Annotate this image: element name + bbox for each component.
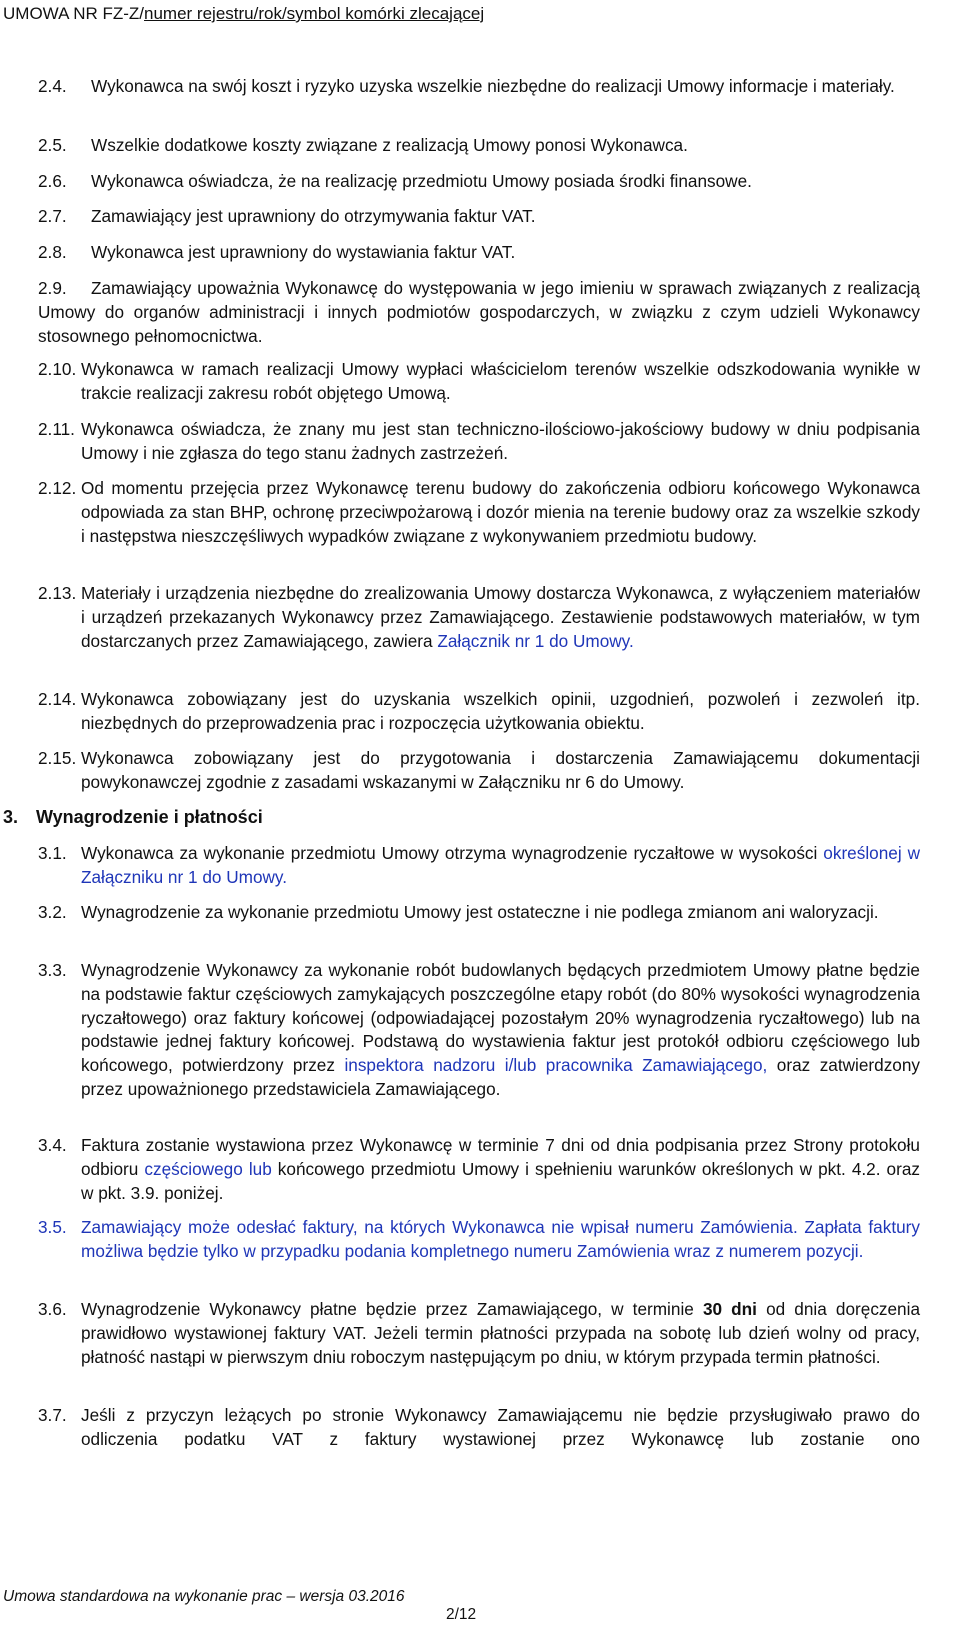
clause-number: 2.15. <box>38 748 77 768</box>
clause-number: 2.12. <box>38 478 77 498</box>
footer-page-number: 2/12 <box>446 1606 477 1623</box>
clause-number: 3.6. <box>38 1299 67 1319</box>
clause-2-15 <box>38 747 920 795</box>
clause-2-10 <box>38 358 920 406</box>
clause-text-end: oraz zatwierdzony przez upoważnionego przedstawiciela Zamawiającego. <box>81 1055 921 1099</box>
clause-text-main: Materiały i urządzenia niezbędne do zrealizowania Umowy dostarcza Wykonawca, z wyłączeniem materiałów i urządzeń przekazanych Wykonawcy przez Zamawiającego. Zestawienie podstawowych materiałów, w tym dostarczanych przez Zamawiającego, zawiera <box>81 583 920 651</box>
clause-3-6 <box>38 1298 920 1369</box>
clause-2-12 <box>38 477 920 548</box>
clause-text <box>81 1134 920 1205</box>
section-3-heading <box>3 805 263 829</box>
clause-text <box>81 1298 920 1369</box>
attachment-reference: określonej w Załączniku nr 1 do Umowy. <box>81 843 920 887</box>
footer-document-version: Umowa standardowa na wykonanie prac – wersja 03.2016 <box>3 1588 405 1605</box>
clause-2-4 <box>38 75 920 99</box>
clause-3-5 <box>38 1216 920 1264</box>
clause-number: 2.13. <box>38 583 77 603</box>
clause-text: Wykonawca jest uprawniony do wystawiania faktur VAT. <box>91 242 516 262</box>
clause-text <box>81 582 920 653</box>
clause-number: 2.4. <box>38 76 67 96</box>
payment-term: 30 dni <box>702 1299 757 1319</box>
clause-text: Wykonawca oświadcza, że na realizację przedmiotu Umowy posiada środki finansowe. <box>91 171 752 191</box>
clause-number: 2.11. <box>38 419 75 439</box>
clause-text-main: Faktura zostanie wystawiona przez Wykonawcę w terminie 7 dni od dnia podpisania przez Strony protokołu odbioru <box>81 1135 920 1179</box>
clause-3-7 <box>38 1404 920 1452</box>
clause-text: Jeśli z przyczyn leżących po stronie Wykonawcy Zamawiającemu nie będzie przysługiwało prawo do odliczenia podatku VAT z faktury wystawionej przez Wykonawcę lub zostanie ono <box>81 1405 920 1449</box>
clause-text-end: końcowego przedmiotu Umowy i spełnieniu warunków określonych w pkt. 4.2. oraz w pkt. 3.9. poniżej. <box>81 1158 920 1203</box>
clause-text: Wykonawca na swój koszt i ryzyko uzyska wszelkie niezbędne do realizacji Umowy informacje i materiały. <box>91 76 895 96</box>
clause-number: 2.7. <box>38 206 67 226</box>
header-register-placeholder: numer rejestru/rok/symbol komórki zlecającej <box>144 4 485 23</box>
clause-number: 3.4. <box>38 1135 67 1155</box>
clause-text: Wykonawca w ramach realizacji Umowy wypłaci właścicielom terenów wszelkie odszkodowania wynikłe w trakcie realizacji zakresu robót objętego Umową. <box>81 359 920 403</box>
clause-2-13 <box>38 582 920 653</box>
clause-number: 2.9. <box>38 278 67 298</box>
section-number: 3. <box>3 807 19 827</box>
clause-text: Wykonawca zobowiązany jest do przygotowania i dostarczenia Zamawiającemu dokumentacji powykonawczej zgodnie z zasadami wskazanymi w Załączniku nr 6 do Umowy. <box>81 748 920 792</box>
clause-text: Zamawiający może odesłać faktury, na których Wykonawca nie wpisał numeru Zamówienia. Zapłata faktury możliwa będzie tylko w przypadku podania kompletnego numeru Zamówienia wraz z numerem pozycji. <box>81 1217 920 1261</box>
clause-number: 2.5. <box>38 135 67 155</box>
clause-text: Zamawiający upoważnia Wykonawcę do występowania w jego imieniu w sprawach związanych z realizacją Umowy do organów administracji i innych podmiotów gospodarczych, w związku z czym udzieli Wykonawcy stosownego pełnomocnictwa. <box>38 278 920 346</box>
clause-3-2 <box>38 901 920 925</box>
clause-text <box>81 959 920 1102</box>
clause-text <box>81 842 920 890</box>
attachment-reference: Załącznik nr 1 do Umowy. <box>437 630 634 651</box>
clause-3-4 <box>38 1134 920 1205</box>
clause-2-7 <box>38 205 920 229</box>
clause-text-end: od dnia doręczenia prawidłowo wystawionej faktury VAT. Jeżeli termin płatności przypada na sobotę lub dzień wolny od pracy, płatność nastąpi w pierwszym dniu roboczym następującym po dniu, w którym przypada termin płatności. <box>81 1299 920 1367</box>
clause-2-14 <box>38 688 920 736</box>
clause-text: Zamawiający jest uprawniony do otrzymywania faktur VAT. <box>91 206 536 226</box>
partial-reference: częściowego lub <box>144 1158 272 1179</box>
clause-text: Wynagrodzenie za wykonanie przedmiotu Umowy jest ostateczne i nie podlega zmianom ani waloryzacji. <box>81 902 879 922</box>
clause-2-5 <box>38 134 920 158</box>
clause-number: 2.8. <box>38 242 67 262</box>
clause-text: Wykonawca zobowiązany jest do uzyskania wszelkich opinii, uzgodnień, pozwoleń i zezwoleń itp. niezbędnych do przeprowadzenia prac i rozpoczęcia użytkowania obiektu. <box>81 689 920 733</box>
clause-2-9 <box>38 277 920 348</box>
clause-number: 2.10. <box>38 359 77 379</box>
clause-3-1 <box>38 842 920 890</box>
clause-text: Od momentu przejęcia przez Wykonawcę terenu budowy do zakończenia odbioru końcowego Wykonawca odpowiada za stan BHP, ochronę przeciwpożarową i dozór mienia na terenie budowy oraz za wszelkie szkody i następstwa nieszczęśliwych wypadków związane z wykonywaniem przedmiotu budowy. <box>81 478 920 546</box>
clause-number: 3.2. <box>38 902 67 922</box>
clause-number: 3.7. <box>38 1405 67 1425</box>
header-contract-number: UMOWA NR FZ-Z/ <box>3 4 145 23</box>
clause-text: Wszelkie dodatkowe koszty związane z realizacją Umowy ponosi Wykonawca. <box>91 135 688 155</box>
clause-text: Wykonawca oświadcza, że znany mu jest stan techniczno-ilościowo-jakościowy budowy w dniu podpisania Umowy i nie zgłasza do tego stanu żadnych zastrzeżeń. <box>81 419 920 463</box>
clause-2-11 <box>38 418 920 466</box>
clause-number: 3.1. <box>38 843 67 863</box>
clause-text-main: Wynagrodzenie Wykonawcy płatne będzie przez Zamawiającego, w terminie <box>81 1299 703 1319</box>
clause-2-8 <box>38 241 920 265</box>
inspector-reference: inspektora nadzoru i/lub pracownika Zamawiającego, <box>344 1055 768 1076</box>
document-header <box>3 4 484 24</box>
clause-text-main: Wynagrodzenie Wykonawcy za wykonanie robót budowlanych będących przedmiotem Umowy płatne będzie na podstawie faktur częściowych zamykających poszczególne etapy robót (do 80% wysokości wynagrodzenia ryczałtowego) oraz faktury końcowej (odpowiadającej pozostałym 20% wynagrodzenia ryczałtowego) lub na podstawie jednej faktury końcowej. Podstawą do wystawienia faktur jest protokół odbioru częściowego lub końcowego, potwierdzony przez <box>81 960 920 1076</box>
clause-number: 3.3. <box>38 960 67 980</box>
clause-number: 2.14. <box>38 689 77 709</box>
clause-2-6 <box>38 170 920 194</box>
clause-text-main: Wykonawca za wykonanie przedmiotu Umowy otrzyma wynagrodzenie ryczałtowe w wysokości <box>81 843 824 863</box>
clause-number: 2.6. <box>38 171 67 191</box>
clause-3-3 <box>38 959 920 1102</box>
clause-number: 3.5. <box>38 1217 67 1237</box>
section-title: Wynagrodzenie i płatności <box>36 807 263 827</box>
